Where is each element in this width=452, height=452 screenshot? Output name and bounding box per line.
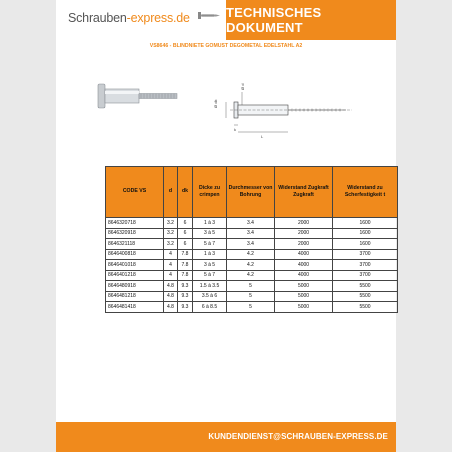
contact-email-link[interactable]: KUNDENDIENST@SCHRAUBEN-EXPRESS.DE <box>208 432 388 441</box>
table-cell: 6 <box>178 228 193 239</box>
table-cell: 6 à 8.5 <box>193 302 227 313</box>
table-cell: 3.2 <box>164 239 178 250</box>
table-cell: 4.8 <box>164 291 178 302</box>
table-cell: 1 à 3 <box>193 218 227 229</box>
document-title: TECHNISCHES DOKUMENT <box>226 0 396 40</box>
table-cell-code: 8646400818 <box>106 249 164 260</box>
table-cell: 1600 <box>333 218 398 229</box>
table-cell-code: 8646320718 <box>106 218 164 229</box>
table-cell: 4.8 <box>164 302 178 313</box>
table-cell: 3.2 <box>164 218 178 229</box>
table-cell: 5 <box>227 302 275 313</box>
table-cell: 3.4 <box>227 228 275 239</box>
table-cell-code: 8646481218 <box>106 291 164 302</box>
table-cell: 3 à 5 <box>193 260 227 271</box>
table-cell: 3.4 <box>227 218 275 229</box>
table-row <box>106 260 398 271</box>
table-cell: 4.2 <box>227 260 275 271</box>
table-cell: 2000 <box>275 218 333 229</box>
table-cell: 5000 <box>275 281 333 292</box>
column-header: Widerstand Zugkraft Zugkraft <box>275 167 333 218</box>
document-page <box>56 0 396 452</box>
logo-wordmark: Schrauben-express.de <box>68 11 190 25</box>
product-subtitle: VS8646 - BLINDNIETE GOMUST DEGOMETAL EDELSTAHL A2 <box>149 43 303 49</box>
table-row <box>106 218 398 229</box>
table-cell: 4 <box>164 249 178 260</box>
table-cell: 1600 <box>333 239 398 250</box>
table-cell: 5500 <box>333 281 398 292</box>
table-cell: 4 <box>164 260 178 271</box>
table-cell: 4 <box>164 270 178 281</box>
drawing-label-k: k <box>234 127 236 132</box>
table-cell: 3700 <box>333 270 398 281</box>
logo <box>56 0 226 40</box>
table-row <box>106 249 398 260</box>
table-cell: 5 à 7 <box>193 239 227 250</box>
table-cell: 6 <box>178 218 193 229</box>
table-cell: 4.2 <box>227 249 275 260</box>
table-cell: 4000 <box>275 270 333 281</box>
drawing-label-d: Ø d <box>240 83 245 90</box>
table-cell: 5 <box>227 291 275 302</box>
table-cell: 1600 <box>333 228 398 239</box>
table-cell: 5 <box>227 281 275 292</box>
screw-icon <box>198 8 220 24</box>
table-cell: 6 <box>178 239 193 250</box>
table-cell: 2000 <box>275 239 333 250</box>
table-cell: 7.8 <box>178 249 193 260</box>
footer-band <box>56 422 396 452</box>
table-row <box>106 302 398 313</box>
table-cell-code: 8646401018 <box>106 260 164 271</box>
table-cell-code: 8646321118 <box>106 239 164 250</box>
table-cell: 4.2 <box>227 270 275 281</box>
specification-table <box>105 166 398 313</box>
table-row <box>106 239 398 250</box>
table-cell: 3700 <box>333 260 398 271</box>
rivet-drawing <box>56 70 396 150</box>
table-header-row <box>106 167 398 218</box>
drawing-label-dk: Ø dk <box>213 99 218 108</box>
column-header: d <box>164 167 178 218</box>
table-cell: 2000 <box>275 228 333 239</box>
table-row <box>106 228 398 239</box>
column-header: Durchmesser von Bohrung <box>227 167 275 218</box>
table-cell: 5000 <box>275 302 333 313</box>
table-cell: 3700 <box>333 249 398 260</box>
table-cell: 5 à 7 <box>193 270 227 281</box>
table-cell: 1 à 3 <box>193 249 227 260</box>
table-row <box>106 291 398 302</box>
table-row <box>106 270 398 281</box>
table-cell-code: 8646481418 <box>106 302 164 313</box>
table-cell: 3.2 <box>164 228 178 239</box>
table-cell: 7.8 <box>178 260 193 271</box>
table-cell: 9.3 <box>178 302 193 313</box>
table-cell: 3.5 à 6 <box>193 291 227 302</box>
table-cell-code: 8646401218 <box>106 270 164 281</box>
table-cell-code: 8646320918 <box>106 228 164 239</box>
table-cell: 3 à 5 <box>193 228 227 239</box>
table-cell: 4.8 <box>164 281 178 292</box>
table-cell: 5500 <box>333 302 398 313</box>
table-cell-code: 8646480918 <box>106 281 164 292</box>
table-cell: 7.8 <box>178 270 193 281</box>
table-cell: 5000 <box>275 291 333 302</box>
column-header: Widerstand zu Scherfestigkeit t <box>333 167 398 218</box>
table-cell: 3.4 <box>227 239 275 250</box>
table-cell: 5500 <box>333 291 398 302</box>
table-row <box>106 281 398 292</box>
column-header: Dicke zu crimpen <box>193 167 227 218</box>
table-cell: 4000 <box>275 260 333 271</box>
table-cell: 9.3 <box>178 281 193 292</box>
table-cell: 4000 <box>275 249 333 260</box>
drawing-label-l: L <box>261 134 264 139</box>
table-cell: 1.5 à 3.5 <box>193 281 227 292</box>
column-header: dk <box>178 167 193 218</box>
technical-drawing <box>226 92 352 132</box>
column-header: CODE VS <box>106 167 164 218</box>
table-cell: 9.3 <box>178 291 193 302</box>
rivet-photo <box>98 84 177 108</box>
